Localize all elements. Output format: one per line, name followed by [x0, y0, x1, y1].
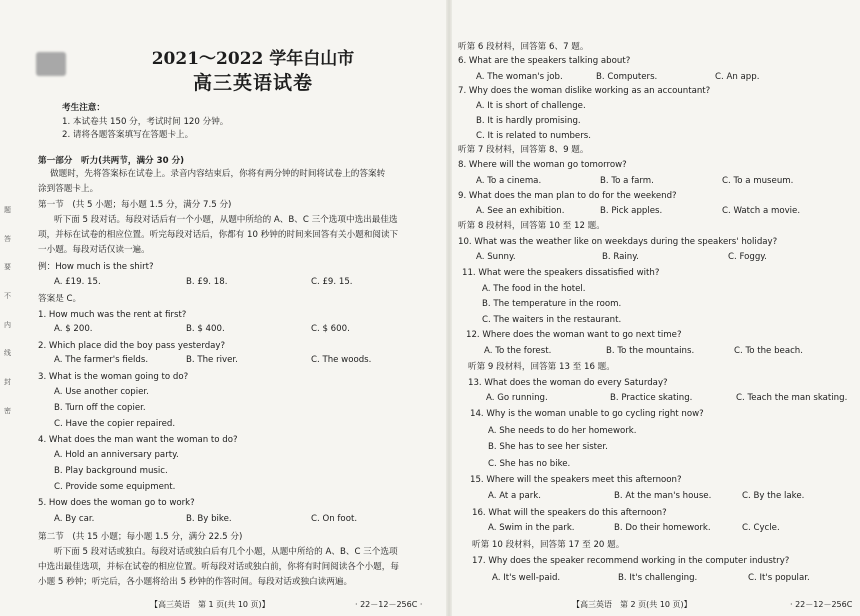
option: B. The temperature in the room. [482, 299, 622, 309]
page-fold [446, 0, 452, 616]
margin-label: 要 [4, 263, 11, 271]
question: 8. Where will the woman go tomorrow? [458, 160, 627, 170]
question: 2. Which place did the boy pass yesterday? [38, 341, 226, 351]
margin-label: 题 [4, 206, 11, 214]
example-question: 例：How much is the shirt? [38, 262, 154, 272]
question: 12. Where does the woman want to go next time? [466, 330, 682, 340]
option: B. Do their homework. [614, 523, 711, 533]
option: C. An app. [715, 72, 760, 82]
option: C. £9. 15. [311, 277, 353, 287]
option: B. Computers. [596, 72, 658, 82]
option: C. Have the copier repaired. [54, 419, 176, 429]
notice-heading: 考生注意： [62, 103, 105, 113]
instruction-text: 一小题。每段对话仅读一遍。 [38, 245, 150, 255]
margin-label: 答 [4, 235, 11, 243]
page-code: · 22－12－256C · [355, 600, 423, 609]
option: B. It is hardly promising. [476, 116, 581, 126]
question: 1. How much was the rent at first? [38, 310, 187, 320]
margin-label: 线 [4, 349, 11, 357]
option: A. At a park. [488, 491, 541, 501]
option: A. Sunny. [476, 252, 516, 262]
option: B. At the man's house. [614, 491, 712, 501]
option: C. Cycle. [742, 523, 780, 533]
instruction-text: 做题时，先将答案标在试卷上。录音内容结束后，你将有两分钟的时间将试卷上的答案转 [50, 169, 386, 179]
binding-margin [0, 0, 28, 616]
option: C. On foot. [311, 514, 358, 524]
option: C. To the beach. [734, 346, 803, 356]
notice-item: 2. 请将各题答案填写在答题卡上。 [62, 130, 194, 140]
option: B. To the mountains. [606, 346, 695, 356]
page-footer: 【高三英语 第 1 页(共 10 页)】 [150, 600, 270, 609]
option: C. Provide some equipment. [54, 482, 176, 492]
question: 15. Where will the speakers meet this afternoon? [470, 475, 682, 485]
question: 9. What does the man plan to do for the weekend? [458, 191, 677, 201]
instruction-text: 小题 5 秒钟；听完后，各小题将给出 5 秒钟的作答时间。每段对话或独白读两遍。 [38, 577, 353, 587]
option: A. The woman's job. [476, 72, 563, 82]
option: B. Practice skating. [610, 393, 693, 403]
question: 5. How does the woman go to work? [38, 498, 195, 508]
option: B. To a farm. [600, 176, 654, 186]
option: B. Rainy. [602, 252, 639, 262]
option: C. The waiters in the restaurant. [482, 315, 622, 325]
instruction-text: 涂到答题卡上。 [38, 184, 99, 194]
option: B. The river. [186, 355, 238, 365]
margin-label: 不 [4, 292, 11, 300]
option: A. The food in the hotel. [482, 284, 586, 294]
section-heading: 第二节 (共 15 小题；每小题 1.5 分，满分 22.5 分) [38, 532, 243, 542]
question: 16. What will the speakers do this afternoon? [472, 508, 667, 518]
option: B. Pick apples. [600, 206, 663, 216]
option: C. It's popular. [748, 573, 810, 583]
option: A. Swim in the park. [488, 523, 575, 533]
left-page [36, 0, 436, 616]
option: B. It's challenging. [618, 573, 698, 583]
right-page [458, 0, 854, 616]
exam-title: 高三英语试卷 [192, 72, 313, 94]
question: 14. Why is the woman unable to go cycling right now? [470, 409, 704, 419]
section-heading: 第一节 (共 5 小题；每小题 1.5 分，满分 7.5 分) [38, 200, 232, 210]
option: A. To the forest. [484, 346, 552, 356]
material-note: 听第 9 段材料，回答第 13 至 16 题。 [468, 362, 615, 372]
example-answer: 答案是 C。 [38, 294, 82, 304]
option: A. Use another copier. [54, 387, 149, 397]
page-code: · 22－12－256C [790, 600, 853, 609]
option: C. Watch a movie. [722, 206, 801, 216]
option: A. She needs to do her homework. [488, 426, 637, 436]
margin-label: 密 [4, 407, 11, 415]
option: A. See an exhibition. [476, 206, 565, 216]
option: C. She has no bike. [488, 459, 571, 469]
option: A. Hold an anniversary party. [54, 450, 179, 460]
option: C. $ 600. [311, 324, 350, 334]
option: C. Foggy. [728, 252, 767, 262]
option: A. By car. [54, 514, 95, 524]
exam-title-year: 2021～2022 学年白山市 [151, 49, 355, 69]
option: A. £19. 15. [54, 277, 101, 287]
notice-item: 1. 本试卷共 150 分，考试时间 120 分钟。 [62, 117, 229, 127]
question: 7. Why does the woman dislike working as an accountant? [458, 86, 711, 96]
option: C. By the lake. [742, 491, 805, 501]
instruction-text: 听下面 5 段对话或独白。每段对话或独白后有几个小题，从题中所给的 A、B、C 三个选项 [54, 547, 398, 557]
material-note: 听第 8 段材料，回答第 10 至 12 题。 [458, 221, 605, 231]
material-note: 听第 6 段材料，回答第 6、7 题。 [458, 42, 589, 52]
option: B. She has to see her sister. [488, 442, 608, 452]
option: C. It is related to numbers. [476, 131, 591, 141]
option: A. $ 200. [54, 324, 93, 334]
instruction-text: 听下面 5 段对话。每段对话后有一个小题，从题中所给的 A、B、C 三个选项中选出最佳选 [54, 215, 398, 225]
option: C. To a museum. [722, 176, 794, 186]
question: 17. Why does the speaker recommend working in the computer industry? [472, 556, 790, 566]
material-note: 听第 10 段材料，回答第 17 至 20 题。 [472, 540, 625, 550]
instruction-text: 中选出最佳选项，并标在试卷的相应位置。听每段对话或独白前，你将有时间阅读各个小题，每 [38, 562, 399, 572]
margin-label: 封 [4, 378, 11, 386]
section-heading: 第一部分 听力(共两节，满分 30 分) [38, 156, 185, 166]
question: 3. What is the woman going to do? [38, 372, 189, 382]
page-footer: 【高三英语 第 2 页(共 10 页)】 [572, 600, 692, 609]
option: A. It's well-paid. [492, 573, 561, 583]
option: A. The farmer's fields. [54, 355, 149, 365]
question: 6. What are the speakers talking about? [458, 56, 631, 66]
question: 10. What was the weather like on weekdays during the speakers' holiday? [458, 237, 778, 247]
option: B. By bike. [186, 514, 232, 524]
option: C. The woods. [311, 355, 372, 365]
margin-label: 内 [4, 321, 11, 329]
option: C. Teach the man skating. [736, 393, 848, 403]
question: 4. What does the man want the woman to do? [38, 435, 238, 445]
option: A. To a cinema. [476, 176, 542, 186]
question: 13. What does the woman do every Saturday? [468, 378, 668, 388]
option: B. $ 400. [186, 324, 225, 334]
instruction-text: 项，并标在试卷的相应位置。听完每段对话后，你都有 10 秒钟的时间来回答有关小题和阅读下 [38, 230, 399, 240]
option: A. Go running. [486, 393, 548, 403]
option: A. It is short of challenge. [476, 101, 586, 111]
question: 11. What were the speakers dissatisfied with? [462, 268, 660, 278]
option: B. Turn off the copier. [54, 403, 146, 413]
option: B. £9. 18. [186, 277, 228, 287]
option: B. Play background music. [54, 466, 168, 476]
material-note: 听第 7 段材料，回答第 8、9 题。 [458, 145, 589, 155]
